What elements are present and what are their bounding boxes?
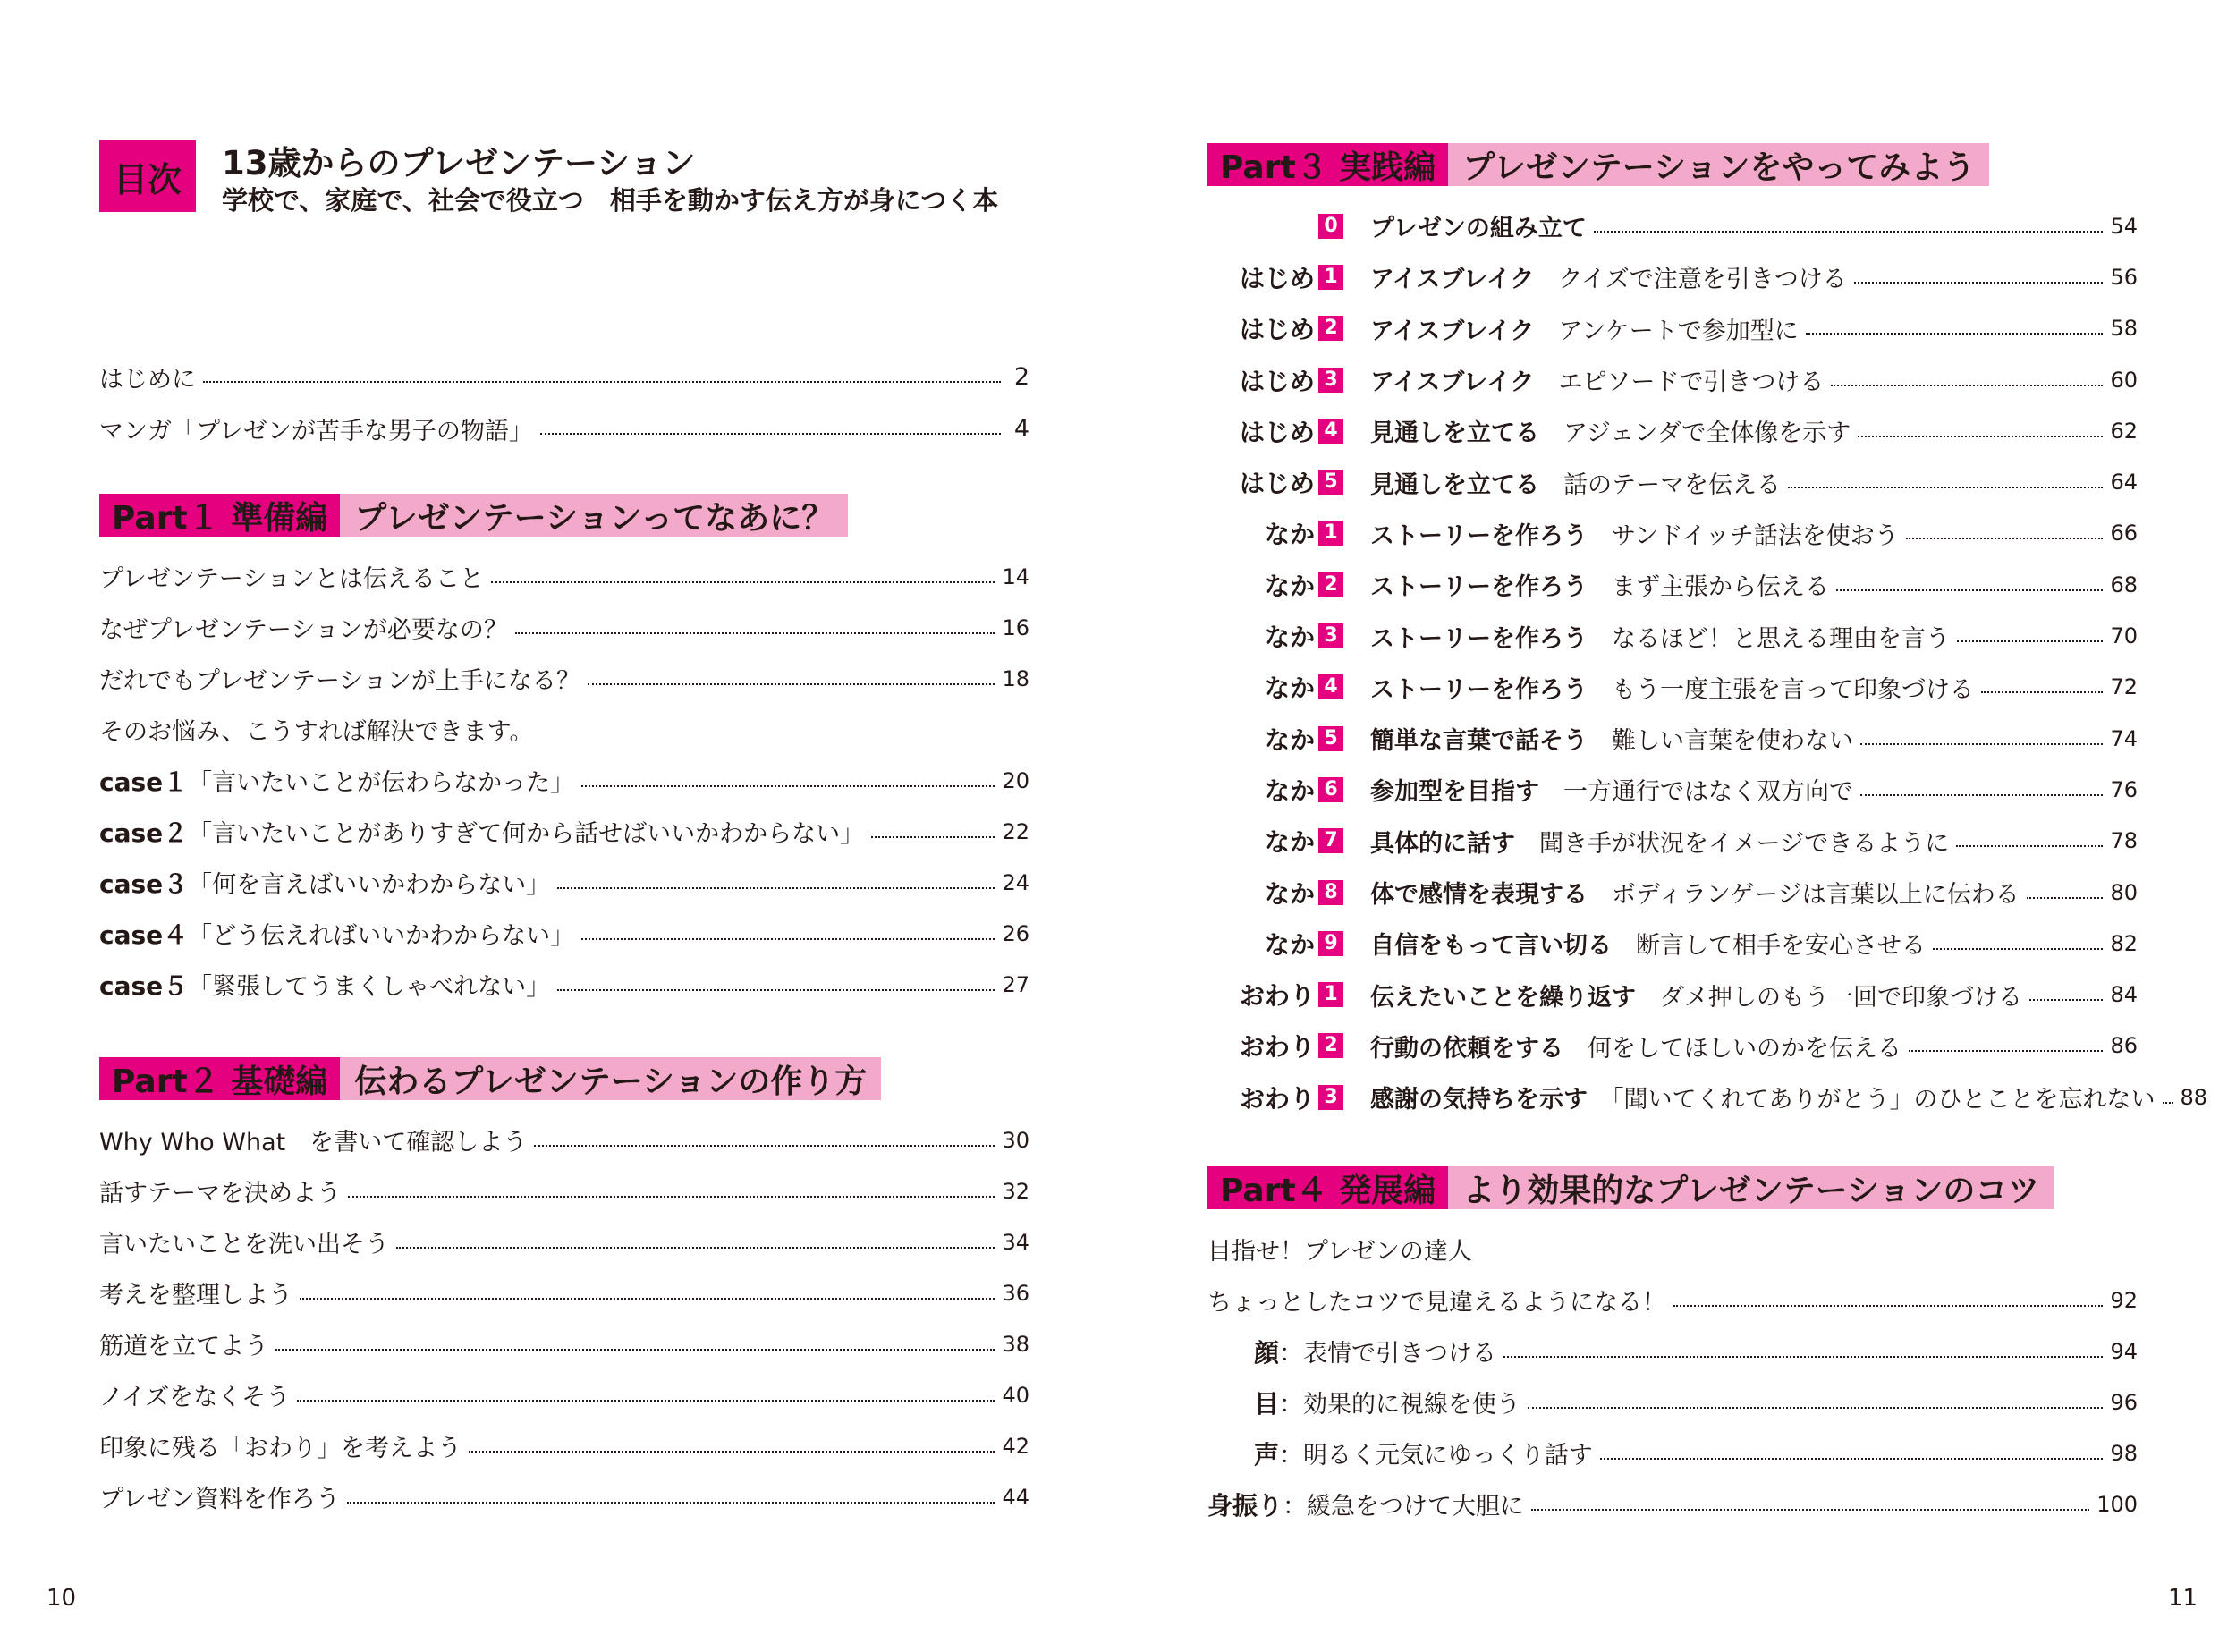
section-number: 6 xyxy=(1318,777,1343,802)
leader-dots xyxy=(557,887,995,889)
leader-dots xyxy=(534,1145,995,1147)
section-number: 4 xyxy=(1318,419,1343,444)
toc-entry[interactable]: case４「どう伝えればいいかわからない」 26 xyxy=(99,919,1029,950)
page-ref: 54 xyxy=(2110,213,2138,239)
page-ref: 86 xyxy=(2110,1033,2138,1059)
entry-heading: ストーリーを作ろう xyxy=(1370,521,1588,550)
part3-label: Part３ 実践編 xyxy=(1207,143,1448,186)
section-marker xyxy=(1207,926,1343,962)
toc-entry[interactable] xyxy=(1207,456,2138,507)
toc-entry[interactable] xyxy=(1207,764,2138,815)
section-prefix: おわり xyxy=(1239,1083,1315,1114)
entry-subtitle: クイズで注意を引きつける xyxy=(1558,266,1847,294)
entry-subtitle: エピソードで引きつける xyxy=(1558,369,1825,397)
leader-dots xyxy=(588,683,995,685)
part1-list xyxy=(99,551,1029,1010)
section-marker xyxy=(1207,1080,1343,1115)
section-number: 1 xyxy=(1318,265,1343,290)
section-prefix: なか xyxy=(1264,520,1315,550)
leader-dots xyxy=(1836,589,2103,591)
toc-entry[interactable]: 話すテーマを決めよう 32 xyxy=(99,1178,1029,1207)
section-prefix: なか xyxy=(1264,878,1315,909)
toc-entry[interactable]: 声：明るく元気にゆっくり話す 98 xyxy=(1254,1439,2138,1470)
part1-label: Part１ 準備編 xyxy=(99,494,340,537)
section-prefix: はじめ xyxy=(1239,315,1315,345)
entry-gap xyxy=(1588,676,1612,704)
section-number: 8 xyxy=(1318,880,1343,905)
section-number: 1 xyxy=(1318,521,1343,546)
leader-dots xyxy=(1981,691,2103,693)
section-prefix: なか xyxy=(1264,775,1315,806)
part4-header xyxy=(1207,1166,2054,1209)
section-number: 1 xyxy=(1318,982,1343,1007)
section-prefix: なか xyxy=(1264,571,1315,601)
section-marker xyxy=(1207,772,1343,808)
page-ref: 88 xyxy=(2180,1084,2208,1110)
entry-gap xyxy=(1588,1086,1612,1114)
entry-heading: 伝えたいことを繰り返す xyxy=(1370,983,1636,1012)
entry-heading: ストーリーを作ろう xyxy=(1370,675,1588,704)
toc-entry[interactable]: 目：効果的に視線を使う 96 xyxy=(1254,1388,2138,1419)
section-marker xyxy=(1207,823,1343,859)
section-marker xyxy=(1207,977,1343,1012)
toc-entry[interactable]: ノイズをなくそう 40 xyxy=(99,1382,1029,1411)
part1-title: プレゼンテーションってなあに？ xyxy=(340,494,848,537)
leader-dots xyxy=(1957,640,2103,642)
page-number-right: 11 xyxy=(2168,1585,2198,1612)
entry-subtitle: 一方通行ではなく双方向で xyxy=(1563,778,1853,807)
toc-entry[interactable]: ちょっとしたコツで見違えるようになる！ 92 xyxy=(1207,1287,2138,1317)
entry-gap xyxy=(1539,419,1563,447)
page-ref: 68 xyxy=(2110,572,2138,597)
entry-heading: 見通しを立てる xyxy=(1370,470,1539,499)
leader-dots xyxy=(1806,333,2104,335)
entry-heading: 自信をもって言い切る xyxy=(1370,932,1612,961)
entry-gap xyxy=(1588,522,1612,550)
leader-dots xyxy=(1860,794,2103,796)
entry-heading: 感謝の気持ちを示す xyxy=(1370,1086,1588,1114)
toc-entry[interactable]: だれでもプレゼンテーションが上手になる？ 18 xyxy=(99,665,1029,695)
leader-dots xyxy=(1600,1458,2104,1460)
leader-dots xyxy=(581,785,995,787)
toc-entry[interactable]: なぜプレゼンテーションが必要なの？ 16 xyxy=(99,614,1029,644)
leader-dots xyxy=(275,1349,995,1351)
toc-entry[interactable] xyxy=(1207,200,2138,251)
leader-dots xyxy=(1858,436,2103,437)
toc-entry[interactable] xyxy=(1207,354,2138,405)
section-number: 5 xyxy=(1318,470,1343,495)
leader-dots xyxy=(2163,1102,2173,1104)
leader-dots xyxy=(871,836,995,838)
leader-dots xyxy=(1909,1050,2103,1052)
section-number: 9 xyxy=(1318,931,1343,956)
leader-dots xyxy=(557,989,995,991)
section-marker xyxy=(1207,362,1343,398)
toc-entry[interactable] xyxy=(1207,508,2138,559)
leader-dots xyxy=(396,1247,995,1249)
leader-dots xyxy=(2029,999,2103,1001)
leader-dots xyxy=(297,1400,995,1402)
section-marker xyxy=(1207,515,1343,551)
section-marker xyxy=(1207,259,1343,295)
toc-entry[interactable]: case５「緊張してうまくしゃべれない」 27 xyxy=(99,970,1029,1001)
page-ref: 66 xyxy=(2110,521,2138,546)
page-ref: 72 xyxy=(2110,674,2138,700)
section-prefix: はじめ xyxy=(1239,469,1315,499)
entry-subtitle: まず主張から伝える xyxy=(1612,573,1829,602)
leader-dots xyxy=(515,632,995,634)
section-number: 3 xyxy=(1318,623,1343,648)
page-ref: 60 xyxy=(2110,367,2138,393)
entry-gap xyxy=(1612,932,1636,960)
entry-heading: ストーリーを作ろう xyxy=(1370,573,1588,602)
part4-list xyxy=(1207,1224,2138,1529)
leader-dots xyxy=(1531,1509,2089,1511)
section-number: 2 xyxy=(1318,316,1343,341)
toc-entry[interactable] xyxy=(1207,816,2138,867)
leader-dots xyxy=(1594,231,2104,233)
leader-dots xyxy=(491,581,995,583)
page-ref: 62 xyxy=(2110,418,2138,444)
part3-list xyxy=(1207,200,2208,1123)
entry-gap xyxy=(1539,778,1563,806)
section-prefix: なか xyxy=(1264,827,1315,858)
toc-entry[interactable]: case１「言いたいことが伝わらなかった」 20 xyxy=(99,767,1029,797)
entry-gap xyxy=(1534,369,1558,396)
leader-dots xyxy=(1788,487,2103,488)
toc-entry[interactable]: case３「何を言えばいいかわからない」 24 xyxy=(99,868,1029,899)
part2-list xyxy=(99,1114,1029,1522)
entry-heading: 参加型を目指す xyxy=(1370,778,1539,807)
section-number: 0 xyxy=(1318,214,1343,239)
leader-dots xyxy=(347,1502,995,1504)
toc-entry[interactable] xyxy=(1207,1021,2138,1072)
toc-entry[interactable]: 考えを整理しよう 36 xyxy=(99,1280,1029,1309)
toc-entry[interactable]: プレゼン資料を作ろう 44 xyxy=(99,1484,1029,1513)
leader-dots xyxy=(203,381,1001,383)
entry-subtitle: 「聞いてくれてありがとう」のひとことを忘れない xyxy=(1612,1086,2156,1114)
toc-entry[interactable]: 印象に残る「おわり」を考えよう 42 xyxy=(99,1433,1029,1462)
entry-heading: アイスブレイク xyxy=(1370,266,1535,294)
book-subtitle: 学校で、家庭で、社会で役立つ 相手を動かす伝え方が身につく本 xyxy=(222,185,999,216)
front-matter xyxy=(99,351,1029,454)
page-ref: 80 xyxy=(2110,879,2138,905)
entry-heading: プレゼンの組み立て xyxy=(1370,215,1587,243)
entry-gap xyxy=(1588,727,1612,755)
page-ref: 58 xyxy=(2110,316,2138,342)
toc-entry[interactable] xyxy=(1207,969,2138,1020)
toc-entry[interactable] xyxy=(1207,303,2138,354)
section-marker xyxy=(1207,214,1343,239)
page-ref: 64 xyxy=(2110,470,2138,496)
entry-subtitle: アンケートで参加型に xyxy=(1558,317,1799,345)
section-number: 2 xyxy=(1318,572,1343,597)
leader-dots xyxy=(300,1298,995,1300)
part1-header xyxy=(99,494,848,537)
toc-entry[interactable]: マンガ「プレゼンが苦手な男子の物語」 4 xyxy=(99,414,1029,445)
toc-entry[interactable]: 顔：表情で引きつける 94 xyxy=(1254,1337,2138,1368)
entry-subtitle: 聞き手が状況をイメージできるように xyxy=(1539,829,1950,858)
entry-gap xyxy=(1588,881,1612,909)
section-marker xyxy=(1207,310,1343,346)
page-ref: 76 xyxy=(2110,776,2138,802)
toc-entry[interactable]: 身振り：緩急をつけて大胆に 100 xyxy=(1207,1490,2138,1521)
section-marker xyxy=(1207,875,1343,911)
section-marker xyxy=(1207,618,1343,654)
leader-dots xyxy=(469,1451,995,1453)
entry-subtitle: 話のテーマを伝える xyxy=(1563,470,1781,499)
section-prefix: なか xyxy=(1264,724,1315,755)
entry-gap xyxy=(1636,984,1660,1012)
entry-heading: 体で感情を表現する xyxy=(1370,881,1588,909)
part4-title: より効果的なプレゼンテーションのコツ xyxy=(1448,1166,2054,1209)
entry-gap xyxy=(1515,830,1539,858)
leader-dots xyxy=(1933,948,2103,950)
entry-heading: 見通しを立てる xyxy=(1370,419,1539,448)
toc-entry[interactable] xyxy=(1207,610,2138,661)
toc-subhead: そのお悩み、こうすれば解決できます。 xyxy=(99,718,534,746)
leader-dots xyxy=(1854,282,2104,284)
entry-subtitle: アジェンダで全体像を示す xyxy=(1563,419,1851,448)
entry-subtitle: 難しい言葉を使わない xyxy=(1612,727,1853,756)
page-ref: 56 xyxy=(2110,264,2138,290)
part2-title: 伝わるプレゼンテーションの作り方 xyxy=(340,1057,881,1100)
entry-gap xyxy=(1563,1035,1588,1063)
leader-dots xyxy=(1528,1407,2103,1409)
entry-subtitle: ダメ押しのもう一回で印象づける xyxy=(1660,983,2022,1012)
entry-gap xyxy=(1534,318,1558,345)
entry-subtitle: ボディランゲージは言葉以上に伝わる xyxy=(1612,881,2020,909)
toc-entry[interactable] xyxy=(1207,662,2138,713)
section-number: 2 xyxy=(1318,1033,1343,1058)
section-marker xyxy=(1207,721,1343,757)
leader-dots xyxy=(540,433,1001,435)
leader-dots xyxy=(1860,743,2103,745)
page-ref: 74 xyxy=(2110,725,2138,751)
toc-entry[interactable]: Why Who What を書いて確認しよう 30 xyxy=(99,1127,1029,1156)
part3-title: プレゼンテーションをやってみよう xyxy=(1448,143,1989,186)
entry-subtitle: 断言して相手を安心させる xyxy=(1636,932,1926,961)
section-prefix: なか xyxy=(1264,623,1315,653)
toc-entry[interactable] xyxy=(1207,251,2138,302)
toc-entry[interactable] xyxy=(1207,405,2138,456)
section-number: 5 xyxy=(1318,726,1343,751)
section-number: 3 xyxy=(1318,368,1343,393)
leader-dots xyxy=(348,1196,995,1198)
section-marker xyxy=(1207,1028,1343,1063)
section-number: 3 xyxy=(1318,1085,1343,1110)
section-prefix: おわり xyxy=(1239,1032,1315,1063)
leader-dots xyxy=(1831,385,2103,386)
entry-heading: アイスブレイク xyxy=(1370,317,1535,345)
entry-gap xyxy=(1588,625,1612,653)
toc-entry[interactable]: はじめに 2 xyxy=(99,362,1029,394)
toc-label: 目次 xyxy=(99,140,196,212)
toc-entry[interactable]: 言いたいことを洗い出そう 34 xyxy=(99,1229,1029,1258)
part4-label: Part４ 発展編 xyxy=(1207,1166,1448,1209)
entry-subtitle: もう一度主張を言って印象づける xyxy=(1612,675,1974,704)
section-marker xyxy=(1207,413,1343,449)
toc-entry[interactable]: case２「言いたいことがありすぎて何から話せばいいかわからない」 22 xyxy=(99,818,1029,848)
part3-header xyxy=(1207,143,1989,186)
page-ref: 78 xyxy=(2110,828,2138,854)
entry-heading: 行動の依頼をする xyxy=(1370,1034,1563,1063)
leader-dots xyxy=(1673,1305,2103,1307)
section-number: 4 xyxy=(1318,674,1343,699)
entry-gap xyxy=(1534,266,1558,293)
page-number-left: 10 xyxy=(47,1585,77,1612)
entry-heading: 具体的に話す xyxy=(1370,829,1515,858)
part2-label: Part２ 基礎編 xyxy=(99,1057,340,1100)
section-number: 7 xyxy=(1318,828,1343,853)
entry-subtitle: サンドイッチ話法を使おう xyxy=(1612,521,1899,550)
entry-subtitle: 何をしてほしいのかを伝える xyxy=(1588,1034,1901,1063)
toc-entry[interactable] xyxy=(1207,559,2138,610)
leader-dots xyxy=(1503,1356,2103,1358)
toc-subhead: 目指せ！プレゼンの達人 xyxy=(1207,1238,1472,1266)
toc-entry[interactable]: 筋道を立てよう 38 xyxy=(99,1331,1029,1360)
section-prefix: はじめ xyxy=(1239,417,1315,447)
toc-entry[interactable] xyxy=(1207,1072,2208,1123)
section-marker xyxy=(1207,464,1343,500)
entry-heading: アイスブレイク xyxy=(1370,369,1535,397)
entry-subtitle: なるほど！と思える理由を言う xyxy=(1612,624,1950,653)
entry-heading: 簡単な言葉で話そう xyxy=(1370,727,1588,756)
page-ref: 70 xyxy=(2110,623,2138,649)
page-ref: 84 xyxy=(2110,982,2138,1008)
toc-entry[interactable] xyxy=(1207,867,2138,918)
leader-dots xyxy=(581,938,995,940)
section-marker xyxy=(1207,567,1343,603)
toc-entry[interactable]: プレゼンテーションとは伝えること 14 xyxy=(99,563,1029,593)
section-prefix: なか xyxy=(1264,929,1315,960)
section-marker xyxy=(1207,669,1343,705)
entry-gap xyxy=(1539,471,1563,499)
book-title: 13歳からのプレゼンテーション xyxy=(222,144,696,182)
toc-entry[interactable] xyxy=(1207,713,2138,764)
leader-dots xyxy=(1956,845,2103,847)
entry-heading: ストーリーを作ろう xyxy=(1370,624,1588,653)
section-prefix: おわり xyxy=(1239,981,1315,1012)
leader-dots xyxy=(1906,538,2104,539)
page-ref: 82 xyxy=(2110,930,2138,956)
section-prefix: はじめ xyxy=(1239,263,1315,293)
entry-gap xyxy=(1588,573,1612,601)
toc-entry[interactable] xyxy=(1207,918,2138,969)
leader-dots xyxy=(2027,897,2104,899)
section-prefix: なか xyxy=(1264,674,1315,704)
part2-header xyxy=(99,1057,881,1100)
section-prefix: はじめ xyxy=(1239,366,1315,396)
